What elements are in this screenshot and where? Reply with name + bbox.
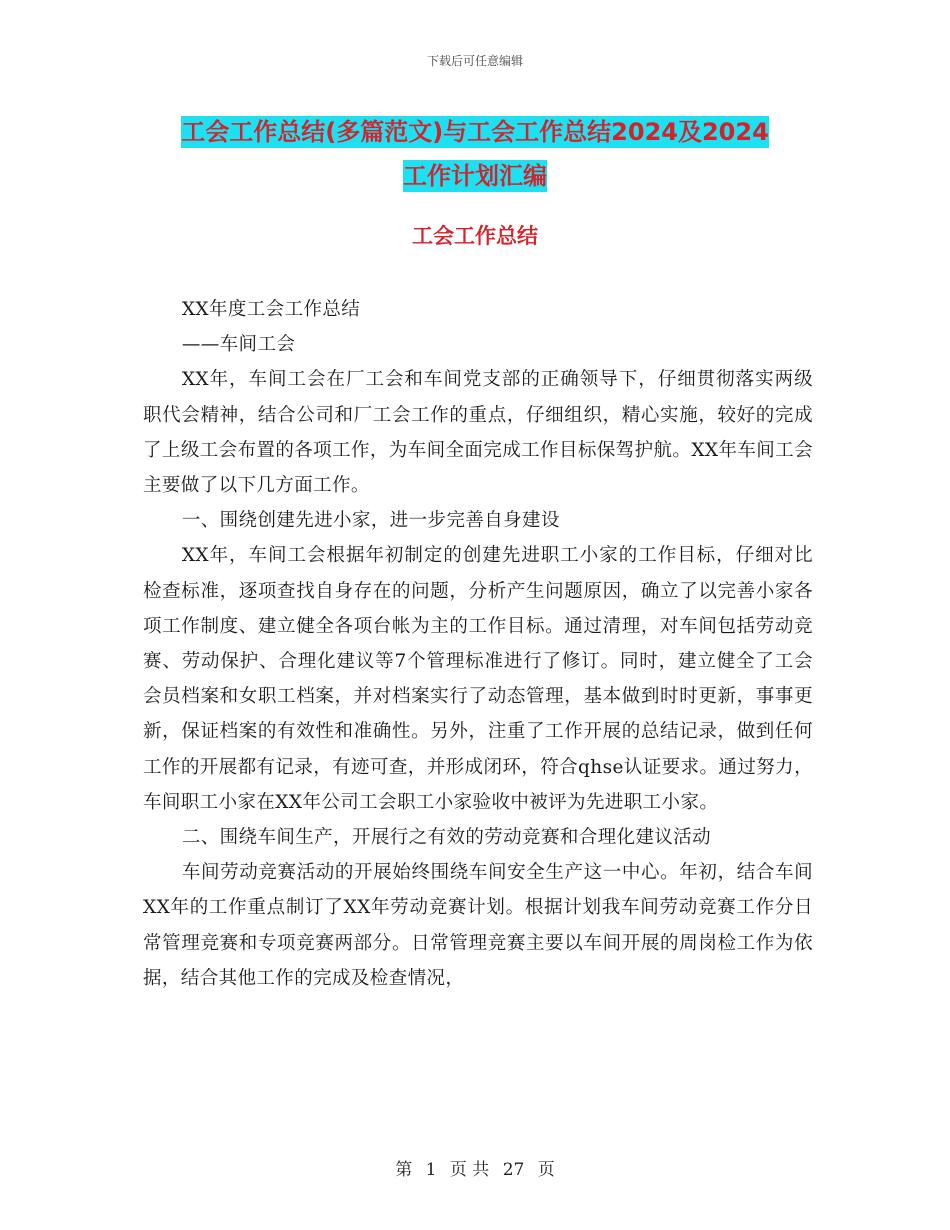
header-note: 下载后可任意编辑 xyxy=(426,54,523,68)
document-title xyxy=(140,110,810,198)
section-title: 工会工作总结 xyxy=(412,224,538,248)
paragraph-author: ——车间工会 xyxy=(181,334,296,356)
paragraph-subtitle: XX年度工会工作总结 xyxy=(181,299,361,320)
heading-one: 一、围绕创建先进小家，进一步完善自身建设 xyxy=(181,510,560,532)
page-suffix: 页 xyxy=(537,1160,555,1180)
paragraph-intro: XX年，车间工会在厂工会和车间党支部的正确领导下，仔细贯彻落实两级职代会精神，结合公司和厂工会工作的重点，仔细组织，精心实施，较好的完成了上级工会布置的各项工作，为车间全面完成工作目标保驾护航。XX年车间工会主要做了以下几方面工作。 xyxy=(143,369,813,497)
page-total: 27 xyxy=(502,1160,525,1180)
body-text xyxy=(143,292,813,996)
page-footer xyxy=(0,1155,950,1180)
heading-two: 二、围绕车间生产，开展行之有效的劳动竞赛和合理化建议活动 xyxy=(181,827,712,849)
page-mid: 页 共 xyxy=(449,1160,490,1180)
title-line-2: 工作计划汇编 xyxy=(403,162,547,190)
page-prefix: 第 xyxy=(395,1160,413,1180)
page-number: 1 xyxy=(425,1160,437,1180)
paragraph-one: XX年，车间工会根据年初制定的创建先进职工小家的工作目标，仔细对比检查标准，逐项查找自身存在的问题，分析产生问题原因，确立了以完善小家各项工作制度、建立健全各项台帐为主的工作目标。通过清理，对车间包括劳动竞赛、劳动保护、合理化建议等7个管理标准进行了修订。同时，建立健全了工会会员档案和女职工档案，并对档案实行了动态管理，基本做到时时更新，事事更新，保证档案的有效性和准确性。另外，注重了工作开展的总结记录，做到任何工作的开展都有记录，有迹可查，并形成闭环，符合qhse认证要求。通过努力，车间职工小家在XX年公司工会职工小家验收中被评为先进职工小家。 xyxy=(143,545,813,813)
paragraph-two: 车间劳动竞赛活动的开展始终围绕车间安全生产这一中心。年初，结合车间XX年的工作重点制订了XX年劳动竞赛计划。根据计划我车间劳动竞赛工作分日常管理竞赛和专项竞赛两部分。日常管理竞赛主要以车间开展的周岗检工作为依据，结合其他工作的完成及检查情况， xyxy=(143,862,813,989)
title-line-1: 工会工作总结(多篇范文)与工会工作总结2024及2024 xyxy=(181,118,769,146)
